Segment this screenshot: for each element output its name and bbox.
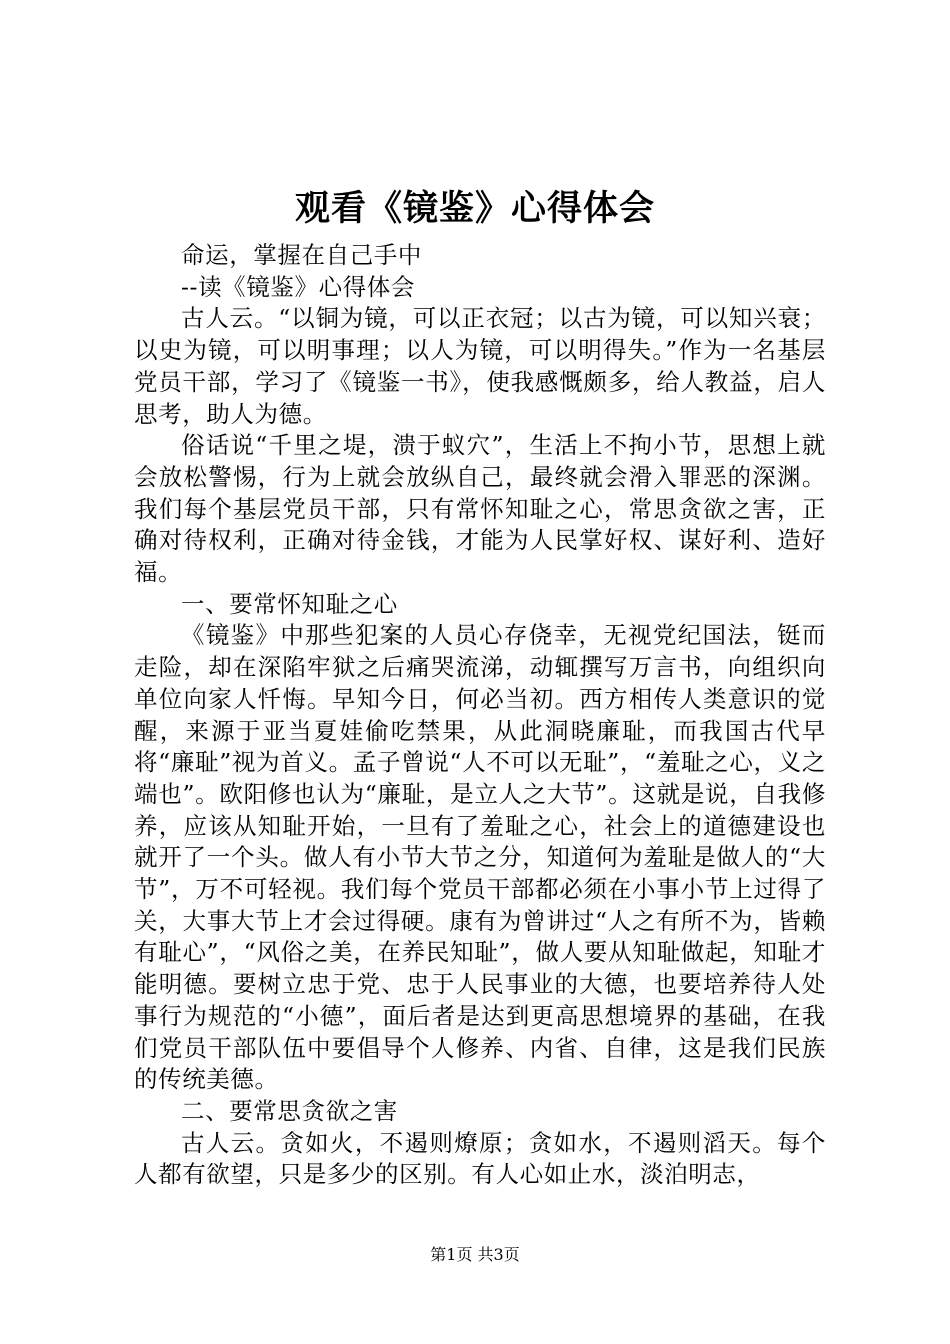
section-heading-2: 二、要常思贪欲之害 (181, 1096, 398, 1125)
page-footer: 第1页 共3页 (430, 1245, 520, 1264)
document-title: 观看《镜鉴》心得体会 (294, 189, 655, 229)
paragraph-proverb: 俗话说“千里之堤，溃于蚁穴”，生活上不拘小节，思想上就会放松警惕，行为上就会放纵自己，最终就会滑入罪恶的深渊。我们每个基层党员干部，只有常怀知耻之心，常思贪欲之害，正确对待权利，正确对待金钱，才能为人民掌好权、谋好利、造好福。 (134, 431, 826, 587)
document-body (134, 240, 826, 1191)
paragraph-subtitle: 命运，掌握在自己手中 (181, 241, 422, 269)
paragraph-section-2: 古人云。贪如火，不遏则燎原；贪如水，不遏则滔天。每个人都有欲望，只是多少的区别。有人心如止水，淡泊明志， (134, 1128, 826, 1189)
paragraph-subtitle-reading: --读《镜鉴》心得体会 (181, 272, 415, 301)
paragraph-intro: 古人云。“以铜为镜，可以正衣冠；以古为镜，可以知兴衰；以史为镜，可以明事理；以人为镜，可以明得失。”作为一名基层党员干部，学习了《镜鉴一书》，使我感慨颇多，给人教益，启人思考，助人为德。 (134, 304, 826, 428)
section-heading-1: 一、要常怀知耻之心 (181, 589, 398, 618)
paragraph-section-1: 《镜鉴》中那些犯案的人员心存侥幸，无视党纪国法，铤而走险，却在深陷牢狱之后痛哭流涕，动辄撰写万言书，向组织向单位向家人忏悔。早知今日，何必当初。西方相传人类意识的觉醒，来源于亚当夏娃偷吃禁果，从此洞晓廉耻，而我国古代早将“廉耻”视为首义。孟子曾说“人不可以无耻”，“羞耻之心，义之端也”。欧阳修也认为“廉耻，是立人之大节”。这就是说，自我修养，应该从知耻开始，一旦有了羞耻之心，社会上的道德建设也就开了一个头。做人有小节大节之分，知道何为羞耻是做人的“大节”，万不可轻视。我们每个党员干部都必须在小事小节上过得了关，大事大节上才会过得硬。康有为曾讲过“人之有所不为，皆赖有耻心”，“风俗之美，在养民知耻”，做人要从知耻做起，知耻才能明德。要树立忠于党、忠于人民事业的大德，也要培养待人处事行为规范的“小德”，面后者是达到更高思想境界的基础，在我们党员干部队伍中要倡导个人修养、内省、自律，这是我们民族的传统美德。 (134, 621, 826, 1094)
